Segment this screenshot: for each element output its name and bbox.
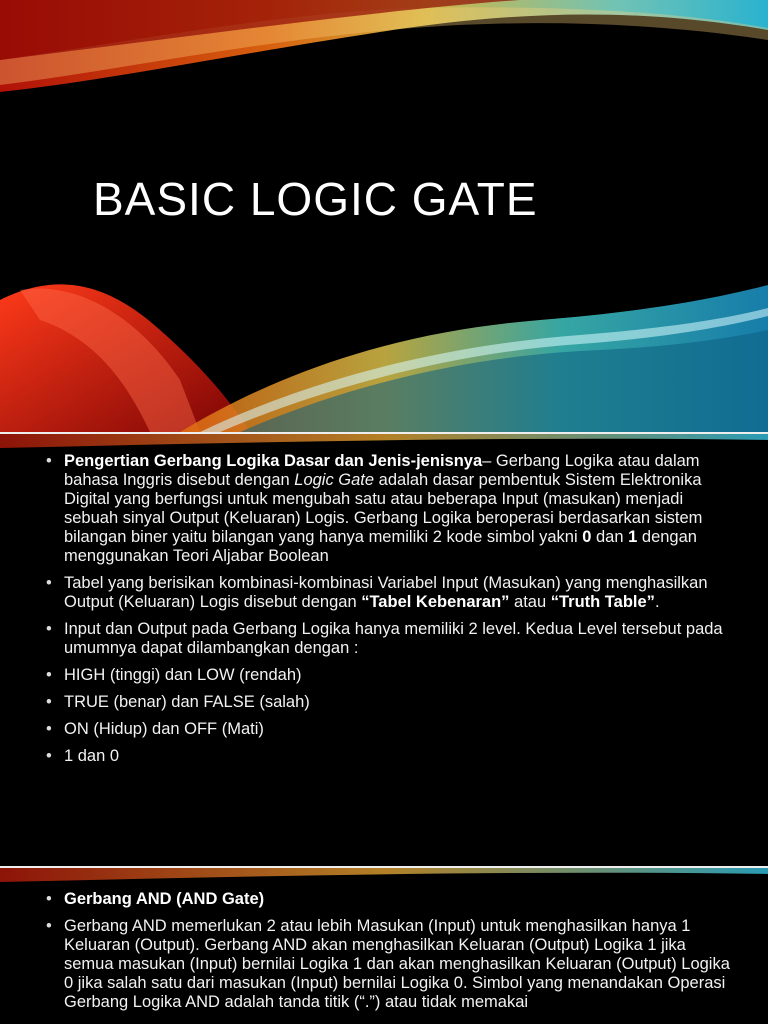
top-swoosh-strip [0, 434, 768, 454]
bullet-truth-table: • Tabel yang berisikan kombinasi-kombinasi Variabel Input (Masukan) yang menghasilkan Output (Keluaran) Logis disebut dengan “Tabel Kebenaran” atau “Truth Table”. [44, 574, 734, 612]
definition-slide [0, 434, 768, 866]
title-slide [0, 0, 768, 432]
bullet-high-low: • HIGH (tinggi) dan LOW (rendah) [44, 666, 734, 685]
bullet-and-body: • Gerbang AND memerlukan 2 atau lebih Masukan (Input) untuk menghasilkan hanya 1 Keluaran (Output). Gerbang AND akan menghasilkan Keluaran (Output) Logika 1 jika semua masukan (Input) bernilai Logika 1 dan akan menghasilkan Keluaran (Output) Logika 0 jika salah satu dari masukan (Input) bernilai Logika 0. Simbol yang menandakan Operasi Gerbang Logika AND adalah tanda titik (“.”) atau tidak memakai [44, 917, 734, 1012]
bullet-heading: • Gerbang AND (AND Gate) [44, 890, 734, 909]
and-gate-slide [0, 868, 768, 1024]
slide-title: BASIC LOGIC GATE [93, 173, 538, 225]
bullet-one-zero: • 1 dan 0 [44, 747, 734, 766]
bullet-definition: • Pengertian Gerbang Logika Dasar dan Jenis-jenisnya– Gerbang Logika atau dalam bahasa Inggris disebut dengan Logic Gate adalah dasar pembentuk Sistem Elektronika Digital yang berfungsi untuk mengubah satu atau beberapa Input (masukan) menjadi sebuah sinyal Output (Keluaran) Logis. Gerbang Logika beroperasi berdasarkan sistem bilangan biner yaitu bilangan yang hanya memiliki 2 kode simbol yakni 0 dan 1 dengan menggunakan Teori Aljabar Boolean [44, 452, 734, 566]
top-swoosh-strip [0, 868, 768, 888]
bullet-levels: • Input dan Output pada Gerbang Logika hanya memiliki 2 level. Kedua Level tersebut pada umumnya dapat dilambangkan dengan : [44, 620, 734, 658]
bullet-list [44, 890, 734, 1020]
bullet-list [44, 452, 734, 774]
bullet-on-off: • ON (Hidup) dan OFF (Mati) [44, 720, 734, 739]
bullet-true-false: • TRUE (benar) dan FALSE (salah) [44, 693, 734, 712]
